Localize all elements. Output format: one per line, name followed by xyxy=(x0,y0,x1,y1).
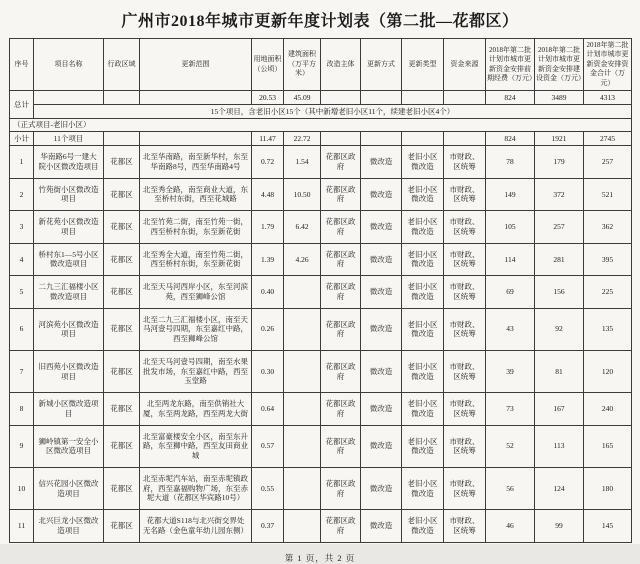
column-header-method: 更新方式 xyxy=(361,39,402,91)
cell-district: 花都区 xyxy=(104,393,140,426)
cell-scope: 北至富豪楼安全小区，南至东升路，东至狮中路，西至友田商业城 xyxy=(140,425,252,467)
cell-build xyxy=(284,276,321,309)
column-header-funding-source: 资金来源 xyxy=(444,39,486,91)
cell-no: 2 xyxy=(10,178,34,211)
cell-total: 395 xyxy=(584,243,632,276)
cell-build: 4.26 xyxy=(284,243,321,276)
total-land-area: 20.53 xyxy=(252,91,284,105)
cell-scope: 北至二九三汇福楼小区，南至天马河壹号四期，东至嘉红中路，西至狮峰公馆 xyxy=(140,308,252,350)
cell-cons: 179 xyxy=(535,146,584,179)
cell-no: 3 xyxy=(10,211,34,244)
column-header-district: 行政区域 xyxy=(104,39,140,91)
cell-pre: 56 xyxy=(486,467,535,509)
table-row xyxy=(10,243,632,276)
cell-empty xyxy=(444,91,486,105)
cell-scope: 北至赤坭汽车站，南至赤坭镇政府，西至嘉福购物广场，东至赤坭大道（花都区华宾路10号） xyxy=(140,467,252,509)
cell-method: 微改造 xyxy=(361,308,402,350)
cell-pre: 114 xyxy=(486,243,535,276)
cell-district: 花都区 xyxy=(104,211,140,244)
cell-type: 老旧小区微改造 xyxy=(402,211,444,244)
cell-no: 5 xyxy=(10,276,34,309)
cell-name: 河滨苑小区微改造项目 xyxy=(34,308,104,350)
cell-scope: 北至秀全大道，南至竹苑二街，西至桥村东街，东至新花街 xyxy=(140,243,252,276)
page-title: 广州市2018年城市更新年度计划表（第二批—花都区） xyxy=(121,13,519,30)
cell-total: 521 xyxy=(584,178,632,211)
cell-no: 10 xyxy=(10,467,34,509)
cell-land: 0.55 xyxy=(252,467,284,509)
column-header-no: 序号 xyxy=(10,39,34,91)
subtotal-land-area: 11.47 xyxy=(252,132,284,146)
subtotal-label: 小计 xyxy=(10,132,34,146)
cell-funding: 市财政、区统筹 xyxy=(444,276,486,309)
table-row xyxy=(10,425,632,467)
table-row xyxy=(10,211,632,244)
column-header-construction-funds: 2018年第二批计划市城市更新资金安排建设资金（万元） xyxy=(535,39,584,91)
cell-scope: 北至天马河西岸小区，东至河滨苑，西至狮峰公馆 xyxy=(140,276,252,309)
cell-build xyxy=(284,467,321,509)
cell-pre: 105 xyxy=(486,211,535,244)
total-note: 15个项目，含老旧小区15个（其中新增老旧小区11个，续建老旧小区4个） xyxy=(34,105,632,119)
table-row xyxy=(10,393,632,426)
cell-type: 老旧小区微改造 xyxy=(402,178,444,211)
cell-pre: 73 xyxy=(486,393,535,426)
plan-table xyxy=(9,38,632,543)
subtotal-pre-funds: 824 xyxy=(486,132,535,146)
total-pre-funds: 824 xyxy=(486,91,535,105)
cell-empty xyxy=(361,132,402,146)
cell-empty xyxy=(402,132,444,146)
cell-type: 老旧小区微改造 xyxy=(402,308,444,350)
cell-funding: 市财政、区统筹 xyxy=(444,308,486,350)
cell-subject: 花都区政府 xyxy=(321,276,361,309)
page-number: 第 1 页，共 2 页 xyxy=(284,552,356,563)
total-note-row xyxy=(10,105,632,119)
cell-pre: 78 xyxy=(486,146,535,179)
cell-build xyxy=(284,308,321,350)
cell-subject: 花都区政府 xyxy=(321,350,361,392)
cell-type: 老旧小区微改造 xyxy=(402,276,444,309)
cell-funding: 市财政、区统筹 xyxy=(444,211,486,244)
cell-method: 微改造 xyxy=(361,425,402,467)
cell-district: 花都区 xyxy=(104,510,140,543)
cell-funding: 市财政、区统筹 xyxy=(444,425,486,467)
table-header xyxy=(10,39,632,91)
cell-build: 10.50 xyxy=(284,178,321,211)
cell-funding: 市财政、区统筹 xyxy=(444,178,486,211)
cell-district: 花都区 xyxy=(104,146,140,179)
cell-name: 二九三汇福楼小区微改造项目 xyxy=(34,276,104,309)
cell-cons: 167 xyxy=(535,393,584,426)
cell-district: 花都区 xyxy=(104,467,140,509)
cell-empty xyxy=(361,91,402,105)
cell-method: 微改造 xyxy=(361,276,402,309)
cell-empty xyxy=(104,132,140,146)
cell-empty xyxy=(140,132,252,146)
cell-method: 微改造 xyxy=(361,393,402,426)
cell-funding: 市财政、区统筹 xyxy=(444,510,486,543)
cell-no: 8 xyxy=(10,393,34,426)
cell-method: 微改造 xyxy=(361,211,402,244)
cell-subject: 花都区政府 xyxy=(321,393,361,426)
cell-district: 花都区 xyxy=(104,178,140,211)
cell-land: 1.39 xyxy=(252,243,284,276)
cell-district: 花都区 xyxy=(104,276,140,309)
cell-land: 0.64 xyxy=(252,393,284,426)
cell-subject: 花都区政府 xyxy=(321,178,361,211)
cell-name: 北兴巨龙小区微改造项目 xyxy=(34,510,104,543)
cell-scope: 北至竹苑二街，南至竹苑一街，西至桥村东街，东至新花街 xyxy=(140,211,252,244)
cell-pre: 43 xyxy=(486,308,535,350)
cell-name: 新城小区微改造项目 xyxy=(34,393,104,426)
table-row xyxy=(10,178,632,211)
cell-empty xyxy=(34,91,104,105)
cell-land: 1.79 xyxy=(252,211,284,244)
cell-type: 老旧小区微改造 xyxy=(402,425,444,467)
cell-no: 4 xyxy=(10,243,34,276)
cell-funding: 市财政、区统筹 xyxy=(444,393,486,426)
cell-subject: 花都区政府 xyxy=(321,425,361,467)
column-header-land-area: 用地面积（公顷） xyxy=(252,39,284,91)
total-row xyxy=(10,91,632,105)
cell-no: 9 xyxy=(10,425,34,467)
cell-type: 老旧小区微改造 xyxy=(402,510,444,543)
column-header-subject: 改造主体 xyxy=(321,39,361,91)
cell-pre: 46 xyxy=(486,510,535,543)
cell-land: 4.48 xyxy=(252,178,284,211)
cell-subject: 花都区政府 xyxy=(321,467,361,509)
cell-empty xyxy=(444,132,486,146)
cell-district: 花都区 xyxy=(104,350,140,392)
header-row xyxy=(10,39,632,91)
cell-cons: 113 xyxy=(535,425,584,467)
cell-land: 0.37 xyxy=(252,510,284,543)
subtotal-construction-funds: 1921 xyxy=(535,132,584,146)
cell-method: 微改造 xyxy=(361,146,402,179)
cell-cons: 81 xyxy=(535,350,584,392)
cell-funding: 市财政、区统筹 xyxy=(444,146,486,179)
cell-cons: 92 xyxy=(535,308,584,350)
total-funds-sum: 4313 xyxy=(584,91,632,105)
cell-total: 225 xyxy=(584,276,632,309)
cell-empty xyxy=(321,91,361,105)
subtotal-row xyxy=(10,132,632,146)
table-row xyxy=(10,308,632,350)
cell-cons: 124 xyxy=(535,467,584,509)
column-header-total-funds: 2018年第二批计划市城市更新资金安排资金合计（万元） xyxy=(584,39,632,91)
cell-funding: 市财政、区统筹 xyxy=(444,243,486,276)
column-header-name: 项目名称 xyxy=(34,39,104,91)
cell-total: 120 xyxy=(584,350,632,392)
table-row xyxy=(10,276,632,309)
subtotal-building-area: 22.72 xyxy=(284,132,321,146)
cell-total: 135 xyxy=(584,308,632,350)
cell-scope: 北至华南路，南至新华村，东至华南路8号，西至华南路4号 xyxy=(140,146,252,179)
cell-cons: 281 xyxy=(535,243,584,276)
cell-scope: 花都大道S118与北兴街交界处无名路（金色童年幼儿园东侧） xyxy=(140,510,252,543)
cell-no: 1 xyxy=(10,146,34,179)
cell-cons: 372 xyxy=(535,178,584,211)
cell-type: 老旧小区微改造 xyxy=(402,146,444,179)
section-row xyxy=(10,119,632,132)
cell-total: 240 xyxy=(584,393,632,426)
subtotal-funds-sum: 2745 xyxy=(584,132,632,146)
cell-scope: 北至天马河壹号四期，南至水果批发市场，东至嘉红中路，西至玉堂路 xyxy=(140,350,252,392)
cell-subject: 花都区政府 xyxy=(321,510,361,543)
total-building-area: 45.09 xyxy=(284,91,321,105)
cell-scope: 北至秀全路，南至商业大道，东至桥村东街，西至花城路 xyxy=(140,178,252,211)
cell-method: 微改造 xyxy=(361,243,402,276)
cell-method: 微改造 xyxy=(361,178,402,211)
cell-empty xyxy=(402,91,444,105)
cell-subject: 花都区政府 xyxy=(321,308,361,350)
cell-build: 6.42 xyxy=(284,211,321,244)
cell-funding: 市财政、区统筹 xyxy=(444,350,486,392)
cell-total: 180 xyxy=(584,467,632,509)
subtotal-name: 11个项目 xyxy=(34,132,104,146)
cell-land: 0.30 xyxy=(252,350,284,392)
cell-cons: 99 xyxy=(535,510,584,543)
table-row xyxy=(10,510,632,543)
table-row xyxy=(10,350,632,392)
cell-cons: 156 xyxy=(535,276,584,309)
table-body-projects xyxy=(10,146,632,543)
cell-land: 0.26 xyxy=(252,308,284,350)
cell-build: 1.54 xyxy=(284,146,321,179)
cell-total: 165 xyxy=(584,425,632,467)
cell-empty xyxy=(104,91,140,105)
table-row xyxy=(10,146,632,179)
cell-funding: 市财政、区统筹 xyxy=(444,467,486,509)
cell-build xyxy=(284,510,321,543)
cell-land: 0.57 xyxy=(252,425,284,467)
cell-no: 6 xyxy=(10,308,34,350)
cell-pre: 52 xyxy=(486,425,535,467)
cell-empty xyxy=(140,91,252,105)
cell-total: 362 xyxy=(584,211,632,244)
cell-total: 257 xyxy=(584,146,632,179)
cell-name: 狮岭镇第一安全小区微改造项目 xyxy=(34,425,104,467)
cell-name: 桥村东1—5号小区微改造项目 xyxy=(34,243,104,276)
cell-name: 旧西苑小区微改造项目 xyxy=(34,350,104,392)
cell-land: 0.40 xyxy=(252,276,284,309)
cell-name: 信兴花园小区微改造项目 xyxy=(34,467,104,509)
cell-cons: 257 xyxy=(535,211,584,244)
column-header-building-area: 建筑面积（万平方米） xyxy=(284,39,321,91)
cell-no: 11 xyxy=(10,510,34,543)
cell-type: 老旧小区微改造 xyxy=(402,393,444,426)
cell-name: 新花苑小区微改造项目 xyxy=(34,211,104,244)
cell-district: 花都区 xyxy=(104,243,140,276)
cell-land: 0.72 xyxy=(252,146,284,179)
table-row xyxy=(10,467,632,509)
column-header-type: 更新类型 xyxy=(402,39,444,91)
cell-name: 华南路6号一建大院小区微改造项目 xyxy=(34,146,104,179)
section-label: （正式项目-老旧小区） xyxy=(10,119,632,132)
total-label: 总计 xyxy=(10,91,34,119)
cell-subject: 花都区政府 xyxy=(321,146,361,179)
cell-build xyxy=(284,350,321,392)
cell-build xyxy=(284,393,321,426)
cell-pre: 39 xyxy=(486,350,535,392)
cell-scope: 北至两龙东路，南至供销社大厦，东至两龙路，西至两龙大街 xyxy=(140,393,252,426)
cell-method: 微改造 xyxy=(361,350,402,392)
cell-method: 微改造 xyxy=(361,467,402,509)
cell-build xyxy=(284,425,321,467)
cell-pre: 69 xyxy=(486,276,535,309)
cell-district: 花都区 xyxy=(104,308,140,350)
cell-no: 7 xyxy=(10,350,34,392)
cell-type: 老旧小区微改造 xyxy=(402,243,444,276)
cell-type: 老旧小区微改造 xyxy=(402,350,444,392)
cell-method: 微改造 xyxy=(361,510,402,543)
cell-district: 花都区 xyxy=(104,425,140,467)
cell-pre: 149 xyxy=(486,178,535,211)
cell-name: 竹苑街小区微改造项目 xyxy=(34,178,104,211)
column-header-pre-funds: 2018年第二批计划市城市更新资金安排前期经费（万元） xyxy=(486,39,535,91)
column-header-scope: 更新范围 xyxy=(140,39,252,91)
total-construction-funds: 3489 xyxy=(535,91,584,105)
cell-type: 老旧小区微改造 xyxy=(402,467,444,509)
cell-empty xyxy=(321,132,361,146)
cell-subject: 花都区政府 xyxy=(321,243,361,276)
cell-total: 145 xyxy=(584,510,632,543)
cell-subject: 花都区政府 xyxy=(321,211,361,244)
table-summary-body xyxy=(10,91,632,146)
